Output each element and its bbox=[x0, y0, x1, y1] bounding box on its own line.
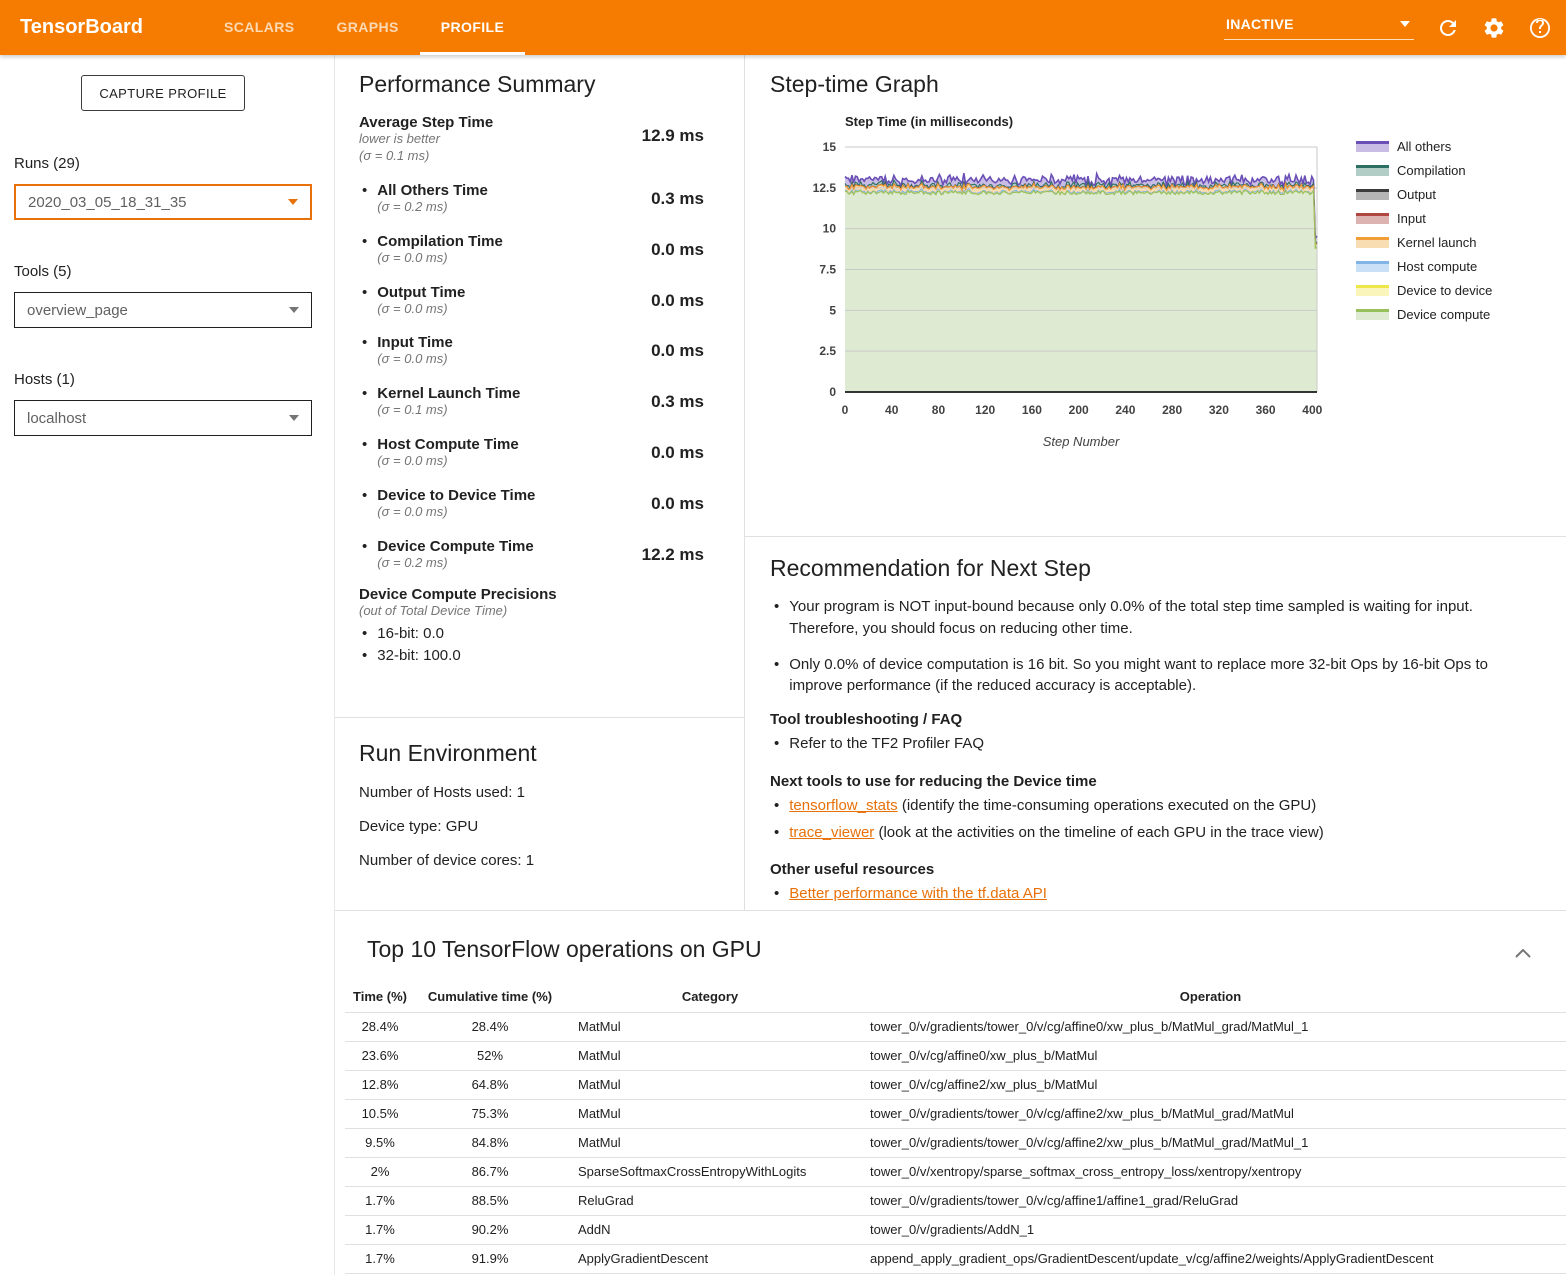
metric-sigma: (σ = 0.2 ms) bbox=[377, 198, 448, 214]
device-compute-precisions bbox=[359, 586, 704, 664]
svg-text:400: 400 bbox=[1302, 403, 1323, 417]
svg-text:320: 320 bbox=[1208, 403, 1229, 417]
tools-label: Tools (5) bbox=[14, 263, 72, 280]
recommendation-text: Only 0.0% of device computation is 16 bit. So you might want to replace more 32-bit Ops by 16-bit Ops to improve performance (if the reduced accuracy is acceptable). bbox=[789, 655, 1488, 695]
cell-cumulative: 91.9% bbox=[415, 1244, 565, 1273]
bullet-dot: • bbox=[362, 646, 368, 664]
chart-plot-area bbox=[795, 112, 1342, 462]
metric-value: 0.0 ms bbox=[651, 494, 704, 514]
run-environment-line: Number of device cores: 1 bbox=[359, 852, 535, 869]
chevron-down-icon bbox=[288, 199, 298, 205]
run-environment-card bbox=[335, 718, 744, 869]
nav-tabs bbox=[203, 0, 525, 55]
precisions-note: (out of Total Device Time) bbox=[359, 602, 508, 618]
precision-value: 16-bit: 0.0 bbox=[377, 624, 444, 642]
svg-text:200: 200 bbox=[1068, 403, 1089, 417]
legend-label: Output bbox=[1397, 187, 1437, 202]
legend-swatch bbox=[1356, 189, 1389, 200]
svg-text:0: 0 bbox=[841, 403, 849, 417]
cell-category: MatMul bbox=[565, 1012, 855, 1041]
bullet-dot: • bbox=[362, 436, 368, 454]
bullet-dot: • bbox=[774, 598, 780, 615]
bullet-dot: • bbox=[362, 538, 368, 556]
tool-item bbox=[770, 795, 1537, 817]
cell-category: AddN bbox=[565, 1215, 855, 1244]
top-ops-table bbox=[345, 982, 1566, 1274]
chevron-down-icon bbox=[289, 415, 299, 421]
performance-summary-card bbox=[335, 55, 744, 718]
metric-value: 12.2 ms bbox=[641, 544, 704, 564]
cell-time: 1.7% bbox=[345, 1186, 415, 1215]
metric-label: Device Compute Time bbox=[377, 538, 534, 556]
svg-text:0: 0 bbox=[829, 385, 836, 399]
legend-item bbox=[1356, 163, 1492, 178]
cell-operation: tower_0/v/gradients/tower_0/v/cg/affine2/xw_plus_b/MatMul_grad/MatMul bbox=[855, 1099, 1566, 1128]
tool-desc: (identify the time-consuming operations executed on the GPU) bbox=[897, 796, 1317, 814]
table-row bbox=[345, 1041, 1566, 1070]
cell-cumulative: 84.8% bbox=[415, 1128, 565, 1157]
chart-legend bbox=[1356, 139, 1492, 462]
hosts-select-value: localhost bbox=[27, 409, 87, 427]
metric-sigma: (σ = 0.2 ms) bbox=[377, 555, 448, 571]
run-environment-line: Number of Hosts used: 1 bbox=[359, 784, 525, 801]
legend-item bbox=[1356, 259, 1492, 274]
legend-label: Device compute bbox=[1397, 307, 1491, 322]
main-content bbox=[334, 55, 1566, 1275]
settings-gear-icon[interactable] bbox=[1482, 16, 1506, 40]
run-environment-lines bbox=[359, 784, 720, 869]
svg-text:240: 240 bbox=[1115, 403, 1136, 417]
recommendation-text: Your program is NOT input-bound because only 0.0% of the total step time sampled is waiting for input. Therefore, you should focus on reducing other time. bbox=[789, 598, 1473, 637]
metric-label: Host Compute Time bbox=[377, 436, 519, 454]
tool-desc: (look at the activities on the timeline of each GPU in the trace view) bbox=[874, 823, 1324, 841]
svg-text:7.5: 7.5 bbox=[819, 262, 836, 277]
chevron-down-icon bbox=[1400, 21, 1410, 27]
performance-metrics-list bbox=[359, 182, 704, 572]
cell-time: 9.5% bbox=[345, 1128, 415, 1157]
precision-item bbox=[359, 625, 704, 642]
recommendation-card bbox=[745, 537, 1566, 905]
legend-swatch bbox=[1356, 165, 1389, 176]
cell-category: SparseSoftmaxCrossEntropyWithLogits bbox=[565, 1157, 855, 1186]
faq-text: Refer to the TF2 Profiler FAQ bbox=[789, 735, 985, 752]
metric-label: Compilation Time bbox=[377, 232, 503, 250]
svg-text:280: 280 bbox=[1162, 403, 1183, 417]
hosts-select[interactable] bbox=[14, 400, 312, 436]
legend-label: Input bbox=[1397, 211, 1426, 226]
metric-value: 0.0 ms bbox=[651, 341, 704, 361]
refresh-icon[interactable] bbox=[1436, 16, 1460, 40]
legend-swatch bbox=[1356, 237, 1389, 248]
legend-swatch bbox=[1356, 141, 1389, 152]
legend-item bbox=[1356, 139, 1492, 154]
metric-sigma: (σ = 0.0 ms) bbox=[377, 351, 448, 367]
metric-row bbox=[359, 487, 704, 521]
svg-text:80: 80 bbox=[931, 403, 946, 417]
cell-time: 28.4% bbox=[345, 1012, 415, 1041]
table-row bbox=[345, 1099, 1566, 1128]
next-tools-header: Next tools to use for reducing the Device time bbox=[770, 772, 1097, 790]
legend-swatch bbox=[1356, 285, 1389, 296]
cell-time: 23.6% bbox=[345, 1041, 415, 1070]
precision-item bbox=[359, 647, 704, 664]
trace-viewer-link[interactable]: trace_viewer bbox=[789, 823, 875, 841]
svg-text:160: 160 bbox=[1021, 403, 1042, 417]
top-toolbar bbox=[0, 0, 1566, 55]
cell-operation: tower_0/v/gradients/AddN_1 bbox=[855, 1215, 1566, 1244]
tab-scalars[interactable]: SCALARS bbox=[224, 19, 295, 35]
svg-text:15: 15 bbox=[822, 140, 836, 154]
bullet-dot: • bbox=[362, 385, 368, 403]
metric-sigma: (σ = 0.0 ms) bbox=[377, 453, 448, 469]
cell-time: 10.5% bbox=[345, 1099, 415, 1128]
svg-text:12.5: 12.5 bbox=[812, 180, 836, 195]
faq-item bbox=[770, 733, 1537, 755]
metric-label: Input Time bbox=[377, 334, 453, 352]
metric-row bbox=[359, 436, 704, 470]
tool-item bbox=[770, 822, 1537, 844]
bullet-dot: • bbox=[362, 624, 368, 642]
cell-category: MatMul bbox=[565, 1128, 855, 1157]
table-row bbox=[345, 1157, 1566, 1186]
metric-row bbox=[359, 538, 704, 572]
metric-row bbox=[359, 284, 704, 318]
table-row bbox=[345, 1128, 1566, 1157]
performance-summary-title: Performance Summary bbox=[359, 71, 596, 97]
metric-value: 0.3 ms bbox=[651, 392, 704, 412]
metric-sigma: (σ = 0.0 ms) bbox=[377, 300, 448, 316]
cell-cumulative: 52% bbox=[415, 1041, 565, 1070]
cell-cumulative: 28.4% bbox=[415, 1012, 565, 1041]
cell-category: MatMul bbox=[565, 1070, 855, 1099]
svg-text:Step Number: Step Number bbox=[1042, 434, 1120, 449]
cell-operation: tower_0/v/gradients/tower_0/v/cg/affine2/xw_plus_b/MatMul_grad/MatMul_1 bbox=[855, 1128, 1566, 1157]
app-title: TensorBoard bbox=[20, 16, 143, 38]
cell-time: 1.7% bbox=[345, 1244, 415, 1273]
metric-value: 0.0 ms bbox=[651, 290, 704, 310]
bullet-dot: • bbox=[774, 885, 780, 903]
recommendation-bullets bbox=[770, 596, 1537, 697]
cell-cumulative: 64.8% bbox=[415, 1070, 565, 1099]
bullet-dot: • bbox=[362, 181, 368, 199]
tfdata-performance-link[interactable]: Better performance with the tf.data API bbox=[789, 885, 1047, 903]
svg-text:120: 120 bbox=[975, 403, 996, 417]
cell-time: 2% bbox=[345, 1157, 415, 1186]
metric-label: Device to Device Time bbox=[377, 487, 536, 505]
legend-label: Kernel launch bbox=[1397, 235, 1477, 250]
header-category: Category bbox=[565, 982, 855, 1012]
cell-cumulative: 88.5% bbox=[415, 1186, 565, 1215]
average-step-time-row bbox=[359, 114, 704, 165]
table-row bbox=[345, 1215, 1566, 1244]
metric-row bbox=[359, 182, 704, 216]
metric-label: Output Time bbox=[377, 283, 466, 301]
metric-value: 12.9 ms bbox=[641, 126, 704, 145]
svg-text:2.5: 2.5 bbox=[819, 344, 836, 359]
metric-label: All Others Time bbox=[377, 181, 488, 199]
table-row bbox=[345, 1070, 1566, 1099]
svg-text:40: 40 bbox=[885, 403, 899, 417]
legend-item bbox=[1356, 283, 1492, 298]
recommendation-title: Recommendation for Next Step bbox=[770, 555, 1091, 581]
left-column bbox=[335, 55, 744, 910]
help-icon[interactable] bbox=[1528, 16, 1552, 40]
cell-cumulative: 75.3% bbox=[415, 1099, 565, 1128]
run-environment-title: Run Environment bbox=[359, 740, 537, 766]
faq-list bbox=[770, 733, 1537, 755]
recommendation-bullet bbox=[770, 596, 1537, 640]
cell-time: 12.8% bbox=[345, 1070, 415, 1099]
svg-text:Step Time (in milliseconds): Step Time (in milliseconds) bbox=[845, 114, 1014, 129]
precision-value: 32-bit: 100.0 bbox=[377, 646, 461, 664]
tab-graphs[interactable]: GRAPHS bbox=[336, 19, 399, 35]
metric-row bbox=[359, 385, 704, 419]
right-column bbox=[744, 55, 1566, 910]
bullet-dot: • bbox=[774, 735, 780, 752]
step-time-chart bbox=[770, 112, 1566, 462]
legend-label: All others bbox=[1397, 139, 1452, 154]
bullet-dot: • bbox=[362, 487, 368, 505]
metric-label: Kernel Launch Time bbox=[377, 385, 521, 403]
svg-text:360: 360 bbox=[1255, 403, 1276, 417]
toolbar-right bbox=[1224, 0, 1552, 55]
metric-label: Average Step Time bbox=[359, 114, 494, 131]
legend-swatch bbox=[1356, 261, 1389, 272]
cell-operation: tower_0/v/xentropy/sparse_softmax_cross_entropy_loss/xentropy/xentropy bbox=[855, 1157, 1566, 1186]
legend-label: Compilation bbox=[1397, 163, 1466, 178]
runs-select-value: 2020_03_05_18_31_35 bbox=[28, 193, 187, 211]
tab-profile[interactable]: PROFILE bbox=[420, 0, 525, 55]
bullet-dot: • bbox=[774, 655, 780, 673]
cell-category: MatMul bbox=[565, 1041, 855, 1070]
legend-swatch bbox=[1356, 213, 1389, 224]
table-row bbox=[345, 1012, 1566, 1041]
legend-item bbox=[1356, 235, 1492, 250]
faq-header: Tool troubleshooting / FAQ bbox=[770, 711, 963, 728]
metric-sigma: (σ = 0.0 ms) bbox=[377, 504, 448, 520]
chevron-down-icon bbox=[289, 307, 299, 313]
bullet-dot: • bbox=[362, 334, 368, 352]
tools-select[interactable] bbox=[14, 292, 312, 328]
step-time-chart-svg bbox=[795, 112, 1342, 457]
metric-value: 0.3 ms bbox=[651, 188, 704, 208]
resources-header: Other useful resources bbox=[770, 861, 935, 879]
top-ops-card bbox=[335, 910, 1566, 1275]
bullet-dot: • bbox=[362, 232, 368, 250]
cell-operation: tower_0/v/gradients/tower_0/v/cg/affine0/xw_plus_b/MatMul_grad/MatMul_1 bbox=[855, 1012, 1566, 1041]
top-ops-rows bbox=[345, 1012, 1566, 1273]
bullet-dot: • bbox=[774, 796, 780, 814]
tensorflow-stats-link[interactable]: tensorflow_stats bbox=[789, 796, 898, 814]
bullet-dot: • bbox=[362, 283, 368, 301]
step-time-graph-card bbox=[745, 55, 1566, 537]
legend-item bbox=[1356, 187, 1492, 202]
cell-operation: tower_0/v/cg/affine2/xw_plus_b/MatMul bbox=[855, 1070, 1566, 1099]
run-environment-line: Device type: GPU bbox=[359, 818, 479, 835]
top-ops-title: Top 10 TensorFlow operations on GPU bbox=[367, 936, 762, 962]
table-header-row bbox=[345, 982, 1566, 1012]
tools-select-value: overview_page bbox=[27, 301, 128, 319]
legend-label: Device to device bbox=[1397, 283, 1493, 298]
legend-item bbox=[1356, 307, 1492, 322]
metric-value: 0.0 ms bbox=[651, 443, 704, 463]
cell-cumulative: 90.2% bbox=[415, 1215, 565, 1244]
runs-label: Runs (29) bbox=[14, 155, 80, 172]
table-row bbox=[345, 1244, 1566, 1273]
cell-operation: tower_0/v/cg/affine0/xw_plus_b/MatMul bbox=[855, 1041, 1566, 1070]
cell-operation: append_apply_gradient_ops/GradientDescent/update_v/cg/affine2/weights/ApplyGradientDescent bbox=[855, 1244, 1566, 1273]
sidebar bbox=[0, 55, 334, 1275]
svg-text:5: 5 bbox=[829, 303, 836, 318]
runs-select[interactable] bbox=[14, 184, 312, 220]
svg-text:10: 10 bbox=[822, 221, 836, 236]
cell-category: ApplyGradientDescent bbox=[565, 1244, 855, 1273]
capture-profile-button[interactable]: CAPTURE PROFILE bbox=[81, 75, 245, 111]
cell-category: ReluGrad bbox=[565, 1186, 855, 1215]
bullet-dot: • bbox=[774, 823, 780, 841]
legend-swatch bbox=[1356, 309, 1389, 320]
metric-row bbox=[359, 334, 704, 368]
resource-item bbox=[770, 883, 1537, 905]
metric-note: lower is better bbox=[359, 131, 440, 146]
header-time: Time (%) bbox=[345, 982, 415, 1012]
cell-operation: tower_0/v/gradients/tower_0/v/cg/affine1/affine1_grad/ReluGrad bbox=[855, 1186, 1566, 1215]
precisions-list bbox=[359, 625, 704, 664]
step-time-graph-title: Step-time Graph bbox=[770, 71, 939, 97]
status-dropdown[interactable] bbox=[1224, 16, 1414, 40]
header-cumulative: Cumulative time (%) bbox=[415, 982, 565, 1012]
table-row bbox=[345, 1186, 1566, 1215]
metric-sigma: (σ = 0.1 ms) bbox=[377, 402, 448, 418]
recommendation-bullet bbox=[770, 654, 1537, 698]
metric-row bbox=[359, 233, 704, 267]
cell-time: 1.7% bbox=[345, 1215, 415, 1244]
cell-category: MatMul bbox=[565, 1099, 855, 1128]
cell-cumulative: 86.7% bbox=[415, 1157, 565, 1186]
metric-value: 0.0 ms bbox=[651, 239, 704, 259]
header-operation: Operation bbox=[855, 982, 1566, 1012]
metric-sigma: (σ = 0.0 ms) bbox=[377, 249, 448, 265]
collapse-chevron-up-icon[interactable] bbox=[1515, 946, 1531, 964]
status-dropdown-value: INACTIVE bbox=[1226, 15, 1294, 32]
hosts-label: Hosts (1) bbox=[14, 371, 75, 388]
precisions-label: Device Compute Precisions bbox=[359, 585, 557, 603]
legend-label: Host compute bbox=[1397, 259, 1478, 274]
legend-item bbox=[1356, 211, 1492, 226]
metric-sigma: (σ = 0.1 ms) bbox=[359, 147, 430, 163]
